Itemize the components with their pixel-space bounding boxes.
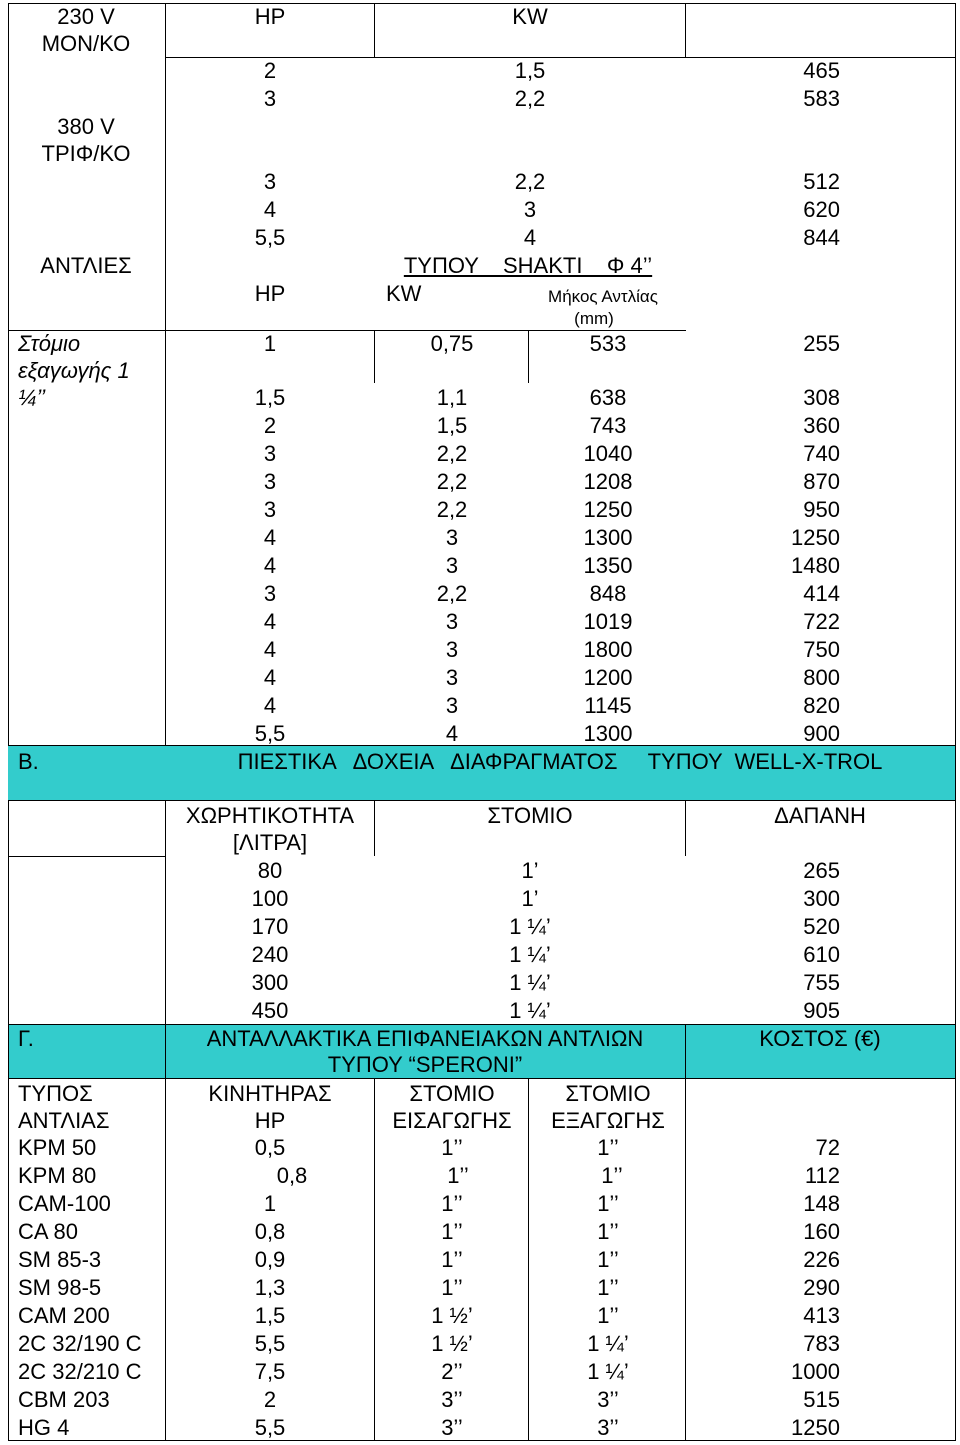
spare-row-outlet: 3’’ [597,1387,619,1412]
pump-row-price: 820 [803,693,840,718]
pump-row-length: 1350 [583,553,633,578]
grid-line [374,3,375,57]
spare-row-outlet: 1’’ [597,1247,619,1272]
voltage-mono-label: 230 V [57,4,115,29]
pump-row-kw: 4 [445,721,459,746]
tank-row-outlet: 1 ¼’ [509,970,551,995]
spare-row-cost: 515 [803,1387,840,1412]
pump-header-length: Μήκος Αντλίας [548,287,658,306]
spare-row-inlet: 3’’ [441,1415,463,1440]
mono-row-hp: 3 [263,86,277,111]
pump-row-length: 1145 [584,693,632,718]
spare-row-type: 2C 32/190 C [18,1331,142,1356]
spare-row-hp: 2 [263,1387,277,1412]
phase-mono-label: ΜΟΝ/ΚΟ [41,31,131,56]
mono-row-kw: 2,2 [514,86,546,111]
grid-line [8,3,956,4]
spare-row-outlet: 1’’ [597,1135,619,1160]
tri-row-price: 620 [803,197,840,222]
tri-row-kw: 4 [523,225,537,250]
outlet-note-line3: ¼’’ [18,385,46,410]
tank-row-cost: 265 [803,858,840,883]
spare-header-motor-unit: HP [254,1108,286,1133]
spare-header-cost: ΚΟΣΤΟΣ (€) [759,1026,881,1051]
spare-header-motor: ΚΙΝΗΤΗΡΑΣ [208,1081,332,1106]
tank-header-cost: ΔΑΠΑΝΗ [774,803,866,828]
tank-row-outlet: 1’ [521,858,539,883]
pump-row-hp: 2 [263,413,277,438]
tri-row-kw: 2,2 [514,169,546,194]
grid-line [685,1024,686,1440]
pump-row-hp: 4 [263,609,277,634]
grid-line [374,330,375,383]
pump-row-length: 1019 [583,609,633,634]
section-b-title: ΠΙΕΣΤΙΚΑ ΔΟΧΕΙΑ ΔΙΑΦΡΑΓΜΑΤΟΣ ΤΥΠΟΥ WELL-X-TROL [237,749,883,774]
pump-row-hp: 1 [263,331,277,356]
spare-row-cost: 148 [803,1191,840,1216]
spare-header-outlet-line2: ΕΞΑΓΩΓΗΣ [551,1108,665,1133]
pump-row-price: 950 [803,497,840,522]
spare-row-cost: 160 [803,1219,840,1244]
pump-row-kw: 3 [445,525,459,550]
spare-row-inlet: 2’’ [441,1359,463,1384]
pump-row-kw: 2,2 [436,469,468,494]
tank-row-outlet: 1’ [521,886,539,911]
spare-row-inlet: 1 ½’ [431,1331,473,1356]
spare-header-type: ΤΥΠΟΣ [18,1081,93,1106]
tank-row-capacity: 300 [251,970,289,995]
pump-row-price: 870 [803,469,840,494]
spare-row-outlet: 1’’ [597,1275,619,1300]
spare-row-inlet: 1’’ [441,1191,463,1216]
column-header-hp: HP [254,4,286,29]
spare-row-type: CAM 200 [18,1303,110,1328]
spare-row-cost: 290 [803,1275,840,1300]
pump-row-length: 1300 [583,525,633,550]
pump-row-hp: 4 [263,693,277,718]
tank-row-cost: 755 [803,970,840,995]
grid-line [374,1078,375,1440]
spare-row-outlet: 1’’ [597,1191,619,1216]
pump-row-length: 638 [589,385,627,410]
pump-row-hp: 1,5 [254,385,286,410]
pump-row-kw: 3 [445,693,459,718]
grid-line [8,800,956,801]
spare-row-hp: 1,5 [254,1303,286,1328]
pump-row-price: 308 [803,385,840,410]
spare-row-outlet: 3’’ [597,1415,619,1440]
spare-row-hp: 0,8 [276,1163,308,1188]
tank-row-cost: 520 [803,914,840,939]
outlet-note-line1: Στόμιο [18,331,81,356]
spare-header-outlet: ΣΤΟΜΙΟ [565,1081,651,1106]
spare-header-type-line2: ΑΝΤΛΙΑΣ [18,1108,110,1133]
pump-row-kw: 3 [445,665,459,690]
pump-row-length: 1040 [583,441,633,466]
pump-row-hp: 4 [263,525,277,550]
pump-row-length: 1208 [583,469,633,494]
spare-row-cost: 226 [803,1247,840,1272]
spare-row-hp: 5,5 [254,1331,286,1356]
spare-row-outlet: 1 ¼’ [587,1331,629,1356]
pump-row-kw: 2,2 [436,581,468,606]
tank-row-cost: 610 [803,942,840,967]
pump-row-length: 743 [589,413,627,438]
tank-row-capacity: 450 [251,998,289,1023]
mono-row-hp: 2 [263,58,277,83]
spare-row-cost: 72 [815,1135,840,1160]
spare-row-cost: 783 [803,1331,840,1356]
spare-row-outlet: 1’’ [601,1163,623,1188]
pumps-label: ΑΝΤΛΙΕΣ [40,253,132,278]
pump-header-hp: HP [254,281,286,306]
tank-header-capacity-unit: [ΛΙΤΡΑ] [232,830,308,855]
spare-row-outlet: 1’’ [597,1303,619,1328]
spare-row-outlet: 1’’ [597,1219,619,1244]
tri-row-kw: 3 [523,197,537,222]
spare-row-type: CAM-100 [18,1191,111,1216]
pump-row-hp: 4 [263,665,277,690]
spare-header-inlet-line2: ΕΙΣΑΓΩΓΗΣ [392,1108,512,1133]
spare-row-type: CA 80 [18,1219,78,1244]
spare-row-inlet: 1’’ [447,1163,469,1188]
spare-row-inlet: 3’’ [441,1387,463,1412]
tank-row-outlet: 1 ¼’ [509,914,551,939]
pump-row-price: 1480 [791,553,840,578]
pump-row-hp: 3 [263,441,277,466]
pump-row-price: 414 [803,581,840,606]
spare-row-hp: 0,9 [254,1247,286,1272]
mono-row-kw: 1,5 [514,58,546,83]
outlet-note-line2: εξαγωγής 1 [18,358,130,383]
phase-tri-label: ΤΡΙΦ/ΚΟ [41,141,131,166]
spare-row-hp: 5,5 [254,1415,286,1440]
spare-row-inlet: 1’’ [441,1275,463,1300]
grid-line [8,856,166,857]
spare-row-cost: 1250 [791,1415,840,1440]
spare-row-type: SM 98-5 [18,1275,102,1300]
grid-line [955,3,956,1440]
grid-line [165,800,166,1024]
spare-row-type: KPM 80 [18,1163,97,1188]
spare-row-hp: 7,5 [254,1359,286,1384]
grid-line [8,1024,9,1440]
section-b-letter: Β. [18,749,39,774]
grid-line [685,3,686,57]
tank-row-capacity: 100 [251,886,289,911]
pump-row-price: 255 [803,331,840,356]
spare-row-type: 2C 32/210 C [18,1359,142,1384]
pump-row-kw: 3 [445,553,459,578]
voltage-tri-label: 380 V [57,114,115,139]
grid-line [374,800,375,856]
section-c-title-line2: ΤΥΠΟΥ “SPERONI” [327,1052,523,1077]
grid-line [528,1078,529,1440]
spare-row-hp: 1,3 [254,1275,286,1300]
pump-row-hp: 4 [263,637,277,662]
tri-row-hp: 3 [263,169,277,194]
tri-row-hp: 4 [263,197,277,222]
tank-row-outlet: 1 ¼’ [509,942,551,967]
spare-row-hp: 1 [263,1191,277,1216]
spare-row-inlet: 1’’ [441,1135,463,1160]
pump-row-price: 722 [803,609,840,634]
spare-row-hp: 0,8 [254,1219,286,1244]
spare-row-type: KPM 50 [18,1135,97,1160]
section-c-title-line1: ΑΝΤΑΛΛΑΚΤΙΚΑ ΕΠΙΦΑΝΕΙΑΚΩΝ ΑΝΤΛΙΩΝ [206,1026,644,1051]
mono-row-price: 465 [803,58,840,83]
pump-row-price: 750 [803,637,840,662]
tank-header-capacity: ΧΩΡΗΤΙΚΟΤΗΤΑ [185,803,355,828]
tank-row-capacity: 80 [257,858,283,883]
tri-row-hp: 5,5 [254,225,286,250]
tank-row-capacity: 170 [251,914,289,939]
pump-row-kw: 3 [445,637,459,662]
pump-row-length: 848 [589,581,627,606]
pump-row-price: 740 [803,441,840,466]
pump-row-kw: 1,1 [436,385,468,410]
spare-row-outlet: 1 ¼’ [587,1359,629,1384]
pump-type-title: ΤΥΠΟΥ SHAKTI Φ 4’’ [403,253,653,278]
spare-row-inlet: 1 ½’ [431,1303,473,1328]
spare-row-inlet: 1’’ [441,1247,463,1272]
spare-row-cost: 413 [803,1303,840,1328]
spare-row-inlet: 1’’ [441,1219,463,1244]
pump-row-hp: 4 [263,553,277,578]
grid-line [8,800,9,1024]
pump-row-length: 1300 [583,721,633,746]
pump-row-length: 1200 [583,665,633,690]
grid-line [165,1024,166,1440]
tank-row-cost: 300 [803,886,840,911]
tank-row-outlet: 1 ¼’ [509,998,551,1023]
pump-row-hp: 5,5 [254,721,286,746]
tri-row-price: 512 [803,169,840,194]
column-header-kw: KW [512,4,548,29]
tank-row-cost: 905 [803,998,840,1023]
pump-row-kw: 0,75 [430,331,474,356]
tank-header-outlet: ΣΤΟΜΙΟ [487,803,573,828]
mono-row-price: 583 [803,86,840,111]
pump-row-price: 900 [803,721,840,746]
spare-row-cost: 112 [804,1163,840,1188]
pump-header-length-unit: (mm) [574,309,614,328]
pump-row-length: 1250 [583,497,633,522]
pump-row-price: 360 [803,413,840,438]
tri-row-price: 844 [803,225,840,250]
pump-header-kw: KW [386,281,422,306]
grid-line [528,330,529,383]
pump-row-price: 800 [803,665,840,690]
spare-header-inlet: ΣΤΟΜΙΟ [409,1081,495,1106]
spare-row-hp: 0,5 [254,1135,286,1160]
pump-row-kw: 1,5 [436,413,468,438]
spare-row-type: CBM 203 [18,1387,110,1412]
section-c-letter: Γ. [18,1026,34,1051]
pump-row-kw: 2,2 [436,497,468,522]
pump-row-kw: 2,2 [436,441,468,466]
pump-row-hp: 3 [263,469,277,494]
grid-line [8,3,9,745]
pump-row-price: 1250 [791,525,840,550]
pump-row-hp: 3 [263,497,277,522]
spare-row-cost: 1000 [791,1359,840,1384]
pump-row-kw: 3 [445,609,459,634]
grid-line [165,3,166,745]
pump-row-length: 1800 [583,637,633,662]
spare-row-type: SM 85-3 [18,1247,102,1272]
tank-row-capacity: 240 [251,942,289,967]
pump-row-hp: 3 [263,581,277,606]
spare-row-type: HG 4 [18,1415,70,1440]
grid-line [685,800,686,856]
pump-row-length: 533 [589,331,627,356]
